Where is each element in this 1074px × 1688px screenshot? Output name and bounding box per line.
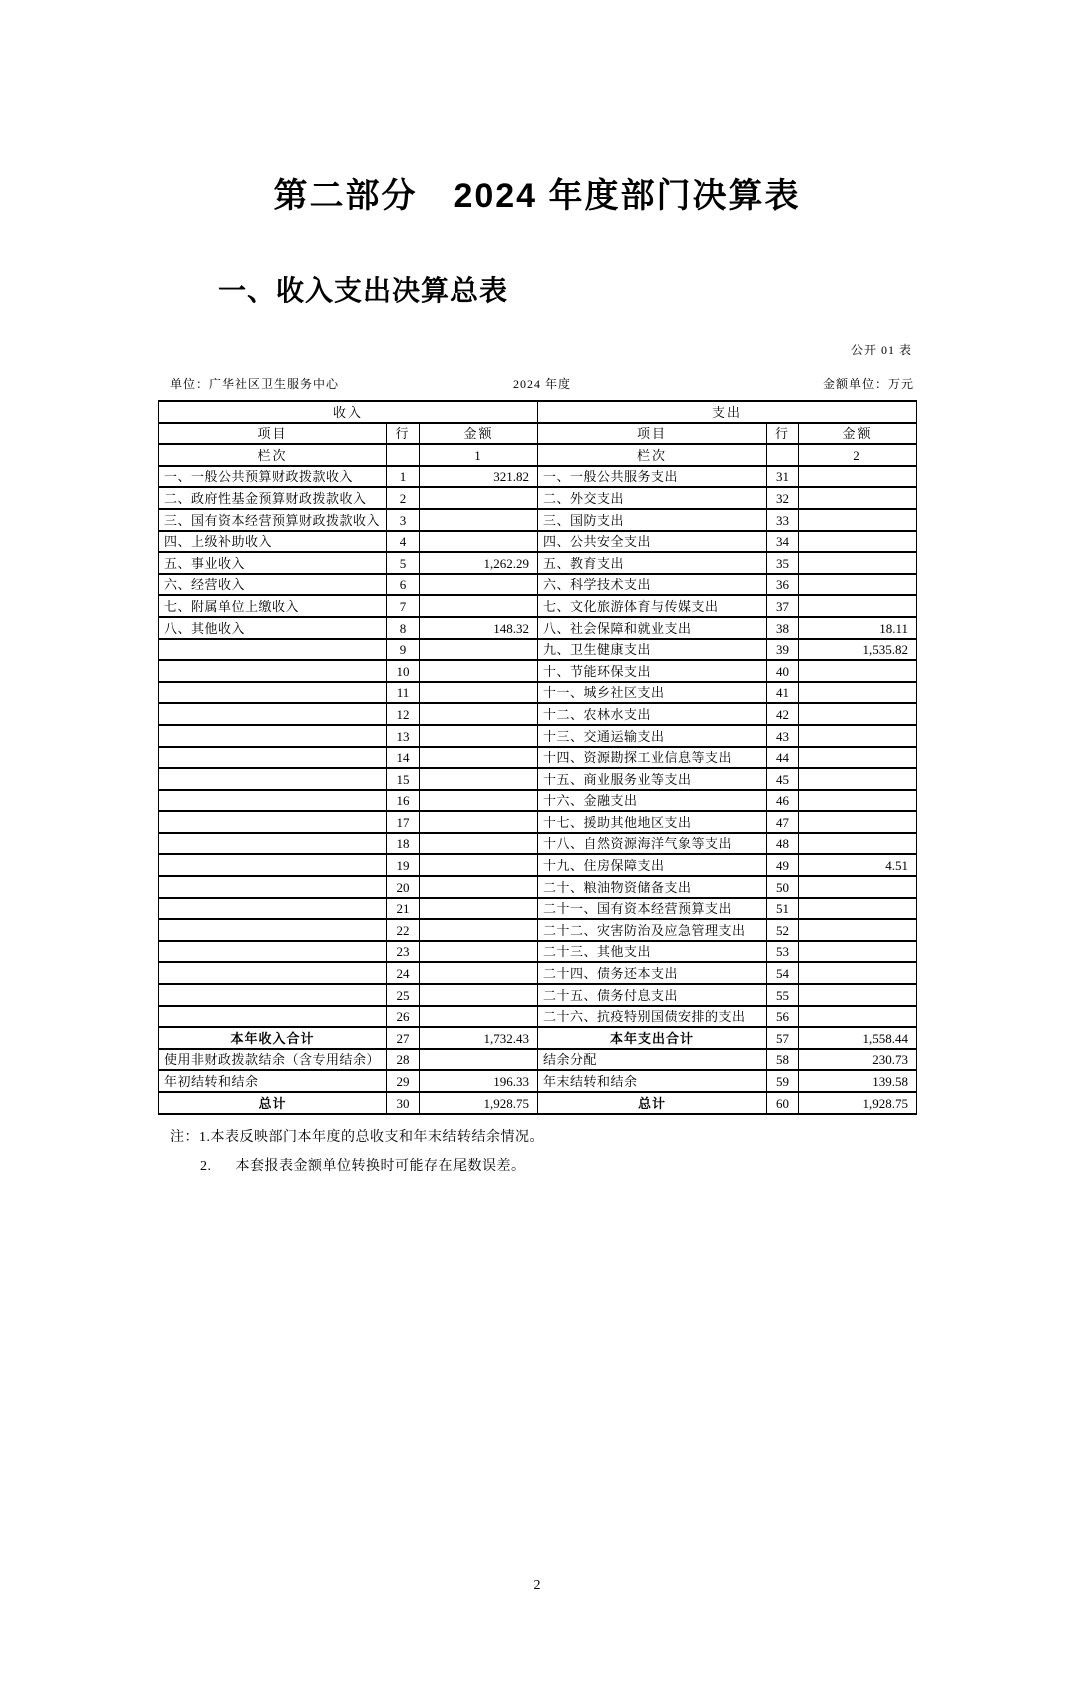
income-item-cell: 七、附属单位上缴收入	[159, 595, 387, 617]
income-line-cell: 29	[387, 1070, 420, 1092]
income-amount-cell	[420, 531, 538, 553]
table-body	[159, 401, 917, 1114]
income-amount-cell	[420, 941, 538, 963]
expense-line-cell: 31	[767, 466, 799, 488]
expense-amount-cell: 230.73	[799, 1049, 917, 1071]
income-line-cell: 26	[387, 1006, 420, 1028]
income-line-cell: 9	[387, 639, 420, 661]
income-line-cell: 8	[387, 617, 420, 639]
year-label: 2024 年度	[513, 377, 572, 391]
table-row	[159, 854, 917, 876]
income-item-cell	[159, 984, 387, 1006]
income-amount-cell	[420, 876, 538, 898]
expense-line-cell: 53	[767, 941, 799, 963]
income-amount-cell	[420, 811, 538, 833]
expense-line-cell: 36	[767, 574, 799, 596]
expense-amount-cell	[799, 509, 917, 531]
expense-item-header: 项目	[538, 423, 767, 445]
income-amount-cell	[420, 768, 538, 790]
income-amount-cell: 321.82	[420, 466, 538, 488]
expense-item-cell: 二十一、国有资本经营预算支出	[538, 898, 767, 920]
income-amount-cell: 1,928.75	[420, 1092, 538, 1114]
table-meta-row	[158, 375, 916, 392]
table-row	[159, 919, 917, 941]
income-item-cell: 四、上级补助收入	[159, 531, 387, 553]
expense-amount-cell	[799, 941, 917, 963]
income-line-cell: 30	[387, 1092, 420, 1114]
income-line-cell: 17	[387, 811, 420, 833]
table-row	[159, 639, 917, 661]
income-item-cell	[159, 660, 387, 682]
income-item-header: 项目	[159, 423, 387, 445]
income-amount-cell	[420, 639, 538, 661]
income-line-cell: 18	[387, 833, 420, 855]
page-number: 2	[533, 1578, 541, 1593]
expense-amount-cell	[799, 833, 917, 855]
note-2-text: 本套报表金额单位转换时可能存在尾数误差。	[235, 1158, 526, 1174]
expense-item-cell: 九、卫生健康支出	[538, 639, 767, 661]
income-item-cell: 总计	[159, 1092, 387, 1114]
expense-line-cell: 33	[767, 509, 799, 531]
expense-item-cell: 十九、住房保障支出	[538, 854, 767, 876]
expense-line-cell: 44	[767, 747, 799, 769]
table-row	[159, 1027, 917, 1049]
table-row	[159, 747, 917, 769]
income-amount-cell	[420, 509, 538, 531]
expense-line-header: 行	[767, 423, 799, 445]
income-amount-cell	[420, 962, 538, 984]
expense-line-cell: 37	[767, 595, 799, 617]
expense-item-cell: 二十三、其他支出	[538, 941, 767, 963]
income-amount-header: 金额	[420, 423, 538, 445]
table-row	[159, 1092, 917, 1114]
expense-item-cell: 十七、援助其他地区支出	[538, 811, 767, 833]
income-item-cell: 本年收入合计	[159, 1027, 387, 1049]
expense-line-cell: 32	[767, 487, 799, 509]
expense-amount-cell: 139.58	[799, 1070, 917, 1092]
income-item-cell	[159, 768, 387, 790]
expense-item-cell: 二十四、债务还本支出	[538, 962, 767, 984]
section-header-row	[159, 401, 917, 423]
income-item-cell	[159, 725, 387, 747]
expense-amount-cell	[799, 682, 917, 704]
income-line-cell: 13	[387, 725, 420, 747]
expense-line-cell: 40	[767, 660, 799, 682]
income-item-cell	[159, 639, 387, 661]
income-item-cell: 年初结转和结余	[159, 1070, 387, 1092]
expense-amount-cell	[799, 725, 917, 747]
income-item-cell: 六、经营收入	[159, 574, 387, 596]
expense-line-cell: 58	[767, 1049, 799, 1071]
expense-item-cell: 七、文化旅游体育与传媒支出	[538, 595, 767, 617]
expense-amount-cell	[799, 552, 917, 574]
income-amount-cell	[420, 747, 538, 769]
expense-item-cell: 八、社会保障和就业支出	[538, 617, 767, 639]
expense-amount-cell	[799, 466, 917, 488]
income-line-cell: 12	[387, 703, 420, 725]
expense-item-cell: 十一、城乡社区支出	[538, 682, 767, 704]
income-line-cell: 19	[387, 854, 420, 876]
table-row	[159, 552, 917, 574]
expense-amount-cell: 18.11	[799, 617, 917, 639]
expense-item-cell: 二十六、抗疫特别国债安排的支出	[538, 1006, 767, 1028]
amount-unit-label: 金额单位：万元	[823, 377, 915, 391]
income-line-cell: 7	[387, 595, 420, 617]
expense-item-cell: 总计	[538, 1092, 767, 1114]
income-item-cell	[159, 919, 387, 941]
expense-line-cell: 43	[767, 725, 799, 747]
expense-item-cell: 十二、农林水支出	[538, 703, 767, 725]
expense-amount-cell	[799, 487, 917, 509]
expense-line-cell: 38	[767, 617, 799, 639]
income-item-cell: 三、国有资本经营预算财政拨款收入	[159, 509, 387, 531]
expense-line-cell: 55	[767, 984, 799, 1006]
table-row	[159, 682, 917, 704]
expense-item-cell: 十、节能环保支出	[538, 660, 767, 682]
income-line-cell: 5	[387, 552, 420, 574]
income-line-cell: 24	[387, 962, 420, 984]
expense-amount-cell	[799, 919, 917, 941]
income-amount-cell: 196.33	[420, 1070, 538, 1092]
expense-amount-cell	[799, 574, 917, 596]
income-item-cell	[159, 941, 387, 963]
expense-item-cell: 五、教育支出	[538, 552, 767, 574]
income-amount-cell	[420, 898, 538, 920]
expense-amount-cell	[799, 790, 917, 812]
income-amount-cell: 1,732.43	[420, 1027, 538, 1049]
income-line-cell: 1	[387, 466, 420, 488]
income-amount-cell	[420, 660, 538, 682]
table-row	[159, 941, 917, 963]
expense-line-cell: 59	[767, 1070, 799, 1092]
income-line-cell: 14	[387, 747, 420, 769]
table-row	[159, 833, 917, 855]
income-line-cell: 10	[387, 660, 420, 682]
expense-item-cell: 十六、金融支出	[538, 790, 767, 812]
expense-item-cell: 一、一般公共服务支出	[538, 466, 767, 488]
table-row	[159, 725, 917, 747]
table-row	[159, 660, 917, 682]
note-2	[158, 1152, 916, 1181]
expense-line-cell: 49	[767, 854, 799, 876]
expense-amount-cell	[799, 962, 917, 984]
table-row	[159, 531, 917, 553]
income-line-cell: 4	[387, 531, 420, 553]
table-row	[159, 703, 917, 725]
income-item-cell	[159, 833, 387, 855]
expense-line-cell: 34	[767, 531, 799, 553]
income-item-cell: 八、其他收入	[159, 617, 387, 639]
income-amount-cell	[420, 854, 538, 876]
income-amount-cell	[420, 703, 538, 725]
expense-amount-cell	[799, 984, 917, 1006]
income-item-cell	[159, 790, 387, 812]
income-amount-cell	[420, 1006, 538, 1028]
income-line-cell: 6	[387, 574, 420, 596]
income-item-cell: 使用非财政拨款结余（含专用结余）	[159, 1049, 387, 1071]
column-header-row	[159, 423, 917, 445]
table-row	[159, 509, 917, 531]
income-amount-cell	[420, 595, 538, 617]
income-line-cell: 28	[387, 1049, 420, 1071]
expense-amount-cell	[799, 876, 917, 898]
main-title: 第二部分 2024 年度部门决算表	[273, 177, 801, 215]
table-row	[159, 811, 917, 833]
income-line-cell: 27	[387, 1027, 420, 1049]
expense-line-cell: 39	[767, 639, 799, 661]
income-line-cell: 22	[387, 919, 420, 941]
income-amount-cell	[420, 725, 538, 747]
expense-item-cell: 二十二、灾害防治及应急管理支出	[538, 919, 767, 941]
expense-amount-cell	[799, 595, 917, 617]
income-line-cell: 11	[387, 682, 420, 704]
income-col-number: 1	[420, 444, 538, 466]
expense-section-header: 支出	[538, 401, 917, 423]
income-line-cell: 20	[387, 876, 420, 898]
table-row	[159, 768, 917, 790]
column-index-row	[159, 444, 917, 466]
table-row	[159, 876, 917, 898]
expense-item-cell: 二十五、债务付息支出	[538, 984, 767, 1006]
expense-item-cell: 十四、资源勘探工业信息等支出	[538, 747, 767, 769]
income-item-cell: 一、一般公共预算财政拨款收入	[159, 466, 387, 488]
income-line-header: 行	[387, 423, 420, 445]
expense-line-cell: 42	[767, 703, 799, 725]
table-row	[159, 1006, 917, 1028]
expense-line-cell: 46	[767, 790, 799, 812]
expense-amount-cell	[799, 811, 917, 833]
expense-amount-cell: 4.51	[799, 854, 917, 876]
expense-amount-header: 金额	[799, 423, 917, 445]
income-lanci-line-cell	[387, 444, 420, 466]
expense-amount-cell	[799, 1006, 917, 1028]
income-expense-table	[158, 400, 917, 1115]
expense-item-cell: 年末结转和结余	[538, 1070, 767, 1092]
income-item-cell	[159, 854, 387, 876]
income-line-cell: 15	[387, 768, 420, 790]
note-2-label: 2.	[200, 1158, 212, 1174]
expense-item-cell: 二十、粮油物资储备支出	[538, 876, 767, 898]
income-item-cell	[159, 898, 387, 920]
expense-line-cell: 47	[767, 811, 799, 833]
income-line-cell: 25	[387, 984, 420, 1006]
income-item-cell	[159, 747, 387, 769]
table-row	[159, 574, 917, 596]
income-line-cell: 21	[387, 898, 420, 920]
income-item-cell: 五、事业收入	[159, 552, 387, 574]
expense-amount-cell	[799, 660, 917, 682]
income-amount-cell	[420, 984, 538, 1006]
expense-line-cell: 48	[767, 833, 799, 855]
income-amount-cell	[420, 790, 538, 812]
income-amount-cell: 1,262.29	[420, 552, 538, 574]
income-lanci-label: 栏次	[159, 444, 387, 466]
expense-amount-cell	[799, 768, 917, 790]
expense-item-cell: 四、公共安全支出	[538, 531, 767, 553]
expense-item-cell: 六、科学技术支出	[538, 574, 767, 596]
expense-line-cell: 51	[767, 898, 799, 920]
expense-item-cell: 十八、自然资源海洋气象等支出	[538, 833, 767, 855]
expense-item-cell: 二、外交支出	[538, 487, 767, 509]
expense-item-cell: 十五、商业服务业等支出	[538, 768, 767, 790]
expense-item-cell: 结余分配	[538, 1049, 767, 1071]
income-line-cell: 3	[387, 509, 420, 531]
expense-amount-cell: 1,558.44	[799, 1027, 917, 1049]
income-item-cell	[159, 876, 387, 898]
expense-amount-cell	[799, 747, 917, 769]
income-amount-cell	[420, 682, 538, 704]
expense-item-cell: 本年支出合计	[538, 1027, 767, 1049]
income-amount-cell	[420, 574, 538, 596]
income-item-cell	[159, 1006, 387, 1028]
note-1: 注：1.本表反映部门本年度的总收支和年末结转结余情况。	[170, 1129, 544, 1145]
table-row	[159, 595, 917, 617]
expense-item-cell: 十三、交通运输支出	[538, 725, 767, 747]
table-row	[159, 617, 917, 639]
table-row	[159, 984, 917, 1006]
expense-amount-cell: 1,928.75	[799, 1092, 917, 1114]
income-amount-cell	[420, 833, 538, 855]
expense-lanci-line-cell	[767, 444, 799, 466]
income-item-cell	[159, 811, 387, 833]
notes	[158, 1123, 916, 1181]
income-line-cell: 16	[387, 790, 420, 812]
expense-line-cell: 52	[767, 919, 799, 941]
table-row	[159, 898, 917, 920]
income-line-cell: 2	[387, 487, 420, 509]
income-item-cell	[159, 703, 387, 725]
income-amount-cell	[420, 919, 538, 941]
section-title: 一、收入支出决算总表	[218, 275, 509, 306]
document-page	[158, 168, 916, 1181]
expense-line-cell: 54	[767, 962, 799, 984]
income-line-cell: 23	[387, 941, 420, 963]
expense-line-cell: 50	[767, 876, 799, 898]
expense-line-cell: 60	[767, 1092, 799, 1114]
table-row	[159, 1049, 917, 1071]
unit-label: 单位：广华社区卫生服务中心	[170, 377, 340, 391]
table-row	[159, 466, 917, 488]
table-row	[159, 1070, 917, 1092]
expense-item-cell: 三、国防支出	[538, 509, 767, 531]
expense-lanci-label: 栏次	[538, 444, 767, 466]
expense-line-cell: 41	[767, 682, 799, 704]
table-row	[159, 790, 917, 812]
expense-line-cell: 45	[767, 768, 799, 790]
form-tag: 公开 01 表	[850, 343, 912, 357]
table-row	[159, 487, 917, 509]
income-amount-cell: 148.32	[420, 617, 538, 639]
expense-line-cell: 35	[767, 552, 799, 574]
expense-amount-cell	[799, 898, 917, 920]
expense-line-cell: 57	[767, 1027, 799, 1049]
income-section-header: 收入	[159, 401, 538, 423]
expense-line-cell: 56	[767, 1006, 799, 1028]
income-item-cell	[159, 962, 387, 984]
income-item-cell: 二、政府性基金预算财政拨款收入	[159, 487, 387, 509]
income-amount-cell	[420, 1049, 538, 1071]
table-row	[159, 962, 917, 984]
expense-col-number: 2	[799, 444, 917, 466]
expense-amount-cell	[799, 703, 917, 725]
expense-amount-cell	[799, 531, 917, 553]
expense-amount-cell: 1,535.82	[799, 639, 917, 661]
income-amount-cell	[420, 487, 538, 509]
income-item-cell	[159, 682, 387, 704]
